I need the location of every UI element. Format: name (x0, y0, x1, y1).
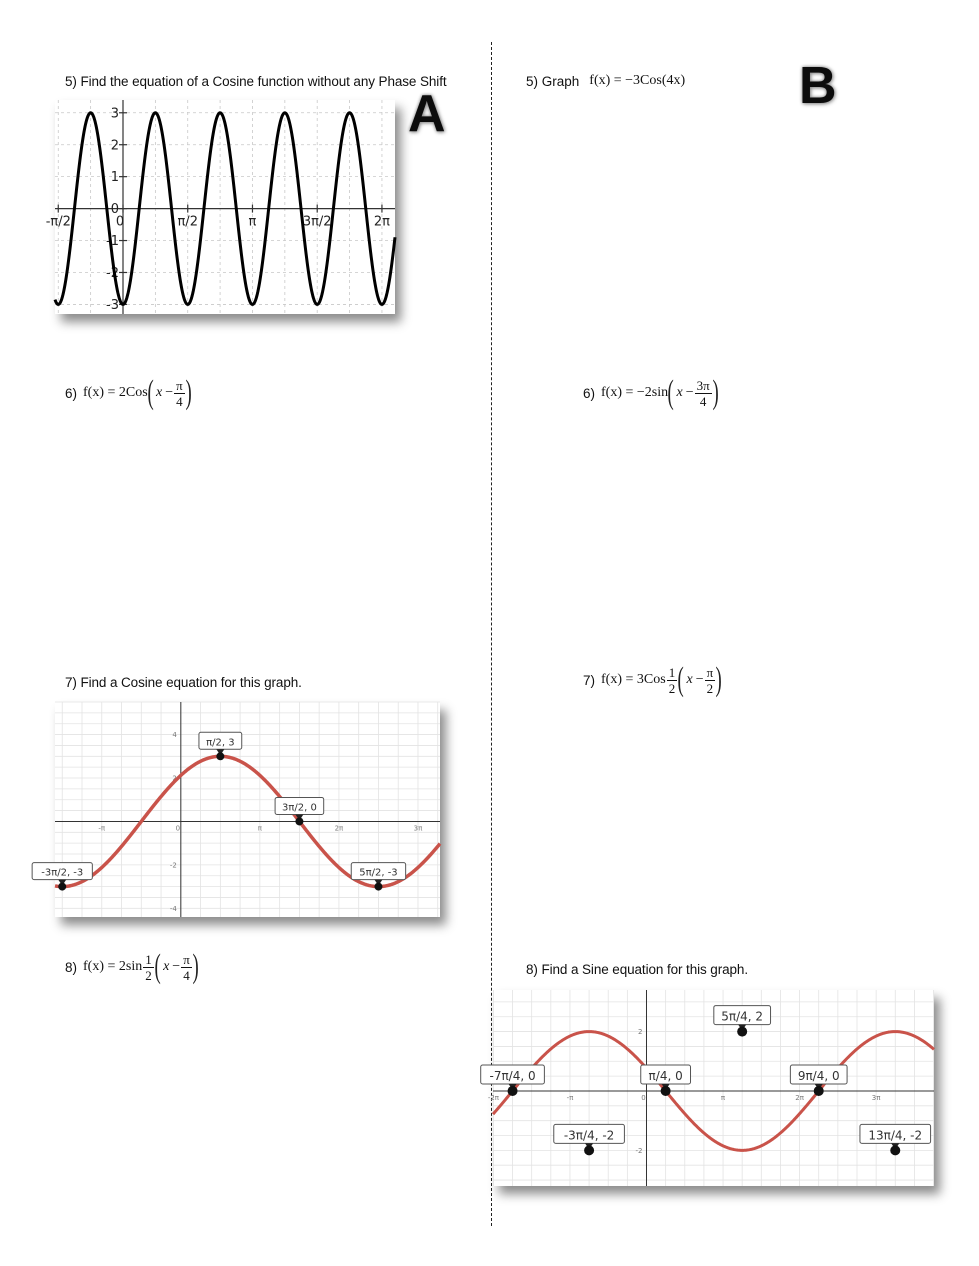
graph-cosine-a (45, 100, 395, 314)
column-divider (491, 42, 492, 1226)
point-label-text: -3π/2, -3 (41, 867, 84, 879)
point-marker (508, 1086, 518, 1096)
point-marker (584, 1145, 594, 1155)
y-tick-label: 4 (172, 731, 177, 740)
frac-num: π (183, 951, 190, 967)
graph-cosine-b-plot (41, 702, 440, 917)
frac-den: 4 (699, 393, 707, 409)
question-7-left: 7) Find a Cosine equation for this graph. (65, 675, 302, 690)
x-tick-label: π (720, 1093, 726, 1102)
y-tick-label: -1 (106, 234, 119, 250)
question-6-left-fraction (174, 379, 185, 408)
y-tick-label: -2 (169, 861, 177, 870)
point-marker (374, 883, 382, 891)
point-label-text: π/4, 0 (648, 1068, 683, 1083)
question-5-left: 5) Find the equation of a Cosine function without any Phase Shift (65, 74, 447, 89)
question-7-right-coef (667, 666, 678, 695)
question-6-left-num: 6) (65, 385, 78, 401)
point-marker (814, 1086, 824, 1096)
question-5-right (526, 73, 685, 89)
point-label-text: 9π/4, 0 (797, 1068, 840, 1083)
paren-open: ( (667, 374, 674, 411)
question-7-right-lhs: f(x) = 3Cos (601, 672, 666, 687)
minus-sign: − (695, 672, 704, 687)
point-label-text: 5π/2, -3 (359, 867, 398, 879)
paren-close: ) (185, 374, 192, 411)
x-tick-label: -π (566, 1093, 574, 1102)
y-tick-label: -2 (635, 1146, 643, 1155)
question-6-left-lhs: f(x) = 2Cos (83, 385, 148, 400)
x-tick-label: 2π (795, 1093, 804, 1102)
minus-sign: − (172, 959, 181, 974)
y-tick-label: 2 (110, 138, 119, 154)
point-marker (295, 817, 303, 825)
var-x: x (163, 959, 170, 974)
frac-num: π (176, 377, 183, 393)
x-tick-label: 0 (175, 824, 181, 833)
frac-num: π (706, 664, 714, 680)
paren-open: ( (154, 948, 161, 985)
y-tick-label: 0 (110, 202, 119, 218)
question-8-left-fraction (181, 953, 192, 982)
question-8-left (65, 950, 198, 984)
graph-cosine-a-plot (45, 100, 395, 314)
x-tick-label: 0 (641, 1093, 646, 1102)
paren-open: ( (147, 374, 154, 411)
frac-den: 2 (706, 680, 714, 696)
var-x: x (686, 672, 693, 687)
point-label-text: -3π/4, -2 (563, 1128, 615, 1143)
question-5-right-prefix: 5) Graph (526, 73, 580, 89)
x-tick-label: 0 (115, 214, 125, 230)
paren-close: ) (192, 948, 199, 985)
point-label-text: 3π/2, 0 (281, 802, 317, 814)
y-tick-label: -4 (169, 904, 177, 913)
point-marker (661, 1086, 671, 1096)
point-label-text: π/2, 3 (206, 737, 235, 749)
frac-num: 3π (696, 377, 710, 393)
x-tick-label: -π (98, 824, 106, 833)
y-tick-label: 1 (110, 170, 119, 186)
paren-open: ( (677, 661, 684, 698)
question-6-right-lhs: f(x) = −2sin (601, 385, 669, 400)
graph-sine-c-plot (487, 990, 934, 1186)
point-marker (216, 752, 224, 760)
section-label-a: A (408, 85, 446, 143)
question-8-left-num: 8) (65, 959, 78, 975)
x-tick-label: 3π/2 (302, 214, 332, 230)
frac-den: 4 (183, 967, 190, 983)
minus-sign: − (685, 385, 694, 400)
question-5-right-expr: f(x) = −3Cos(4x) (589, 73, 686, 88)
x-tick-label: 3π (413, 824, 423, 833)
point-label-text: 5π/4, 2 (721, 1009, 764, 1024)
paren-close: ) (715, 661, 722, 698)
x-tick-label: -2π (487, 1093, 500, 1102)
point-label-text: -7π/4, 0 (489, 1068, 536, 1083)
x-tick-label: π/2 (177, 214, 198, 230)
y-tick-label: 2 (172, 774, 177, 783)
coef-den: 2 (145, 967, 152, 983)
question-8-left-lhs: f(x) = 2sin (83, 959, 143, 974)
question-6-right-num: 6) (583, 385, 596, 401)
point-marker (737, 1027, 747, 1037)
y-tick-label: -2 (106, 266, 119, 282)
x-tick-label: π (248, 214, 257, 230)
coef-num: 1 (145, 951, 152, 967)
y-tick-label: 2 (638, 1028, 643, 1037)
question-7-right (583, 663, 722, 697)
point-marker (58, 883, 66, 891)
minus-sign: − (165, 385, 174, 400)
point-label-text: 13π/4, -2 (868, 1128, 923, 1143)
question-8-left-coef (143, 953, 154, 982)
var-x: x (676, 385, 683, 400)
question-8-right: 8) Find a Sine equation for this graph. (526, 962, 748, 977)
coef-den: 2 (668, 680, 676, 696)
y-tick-label: 3 (110, 106, 119, 122)
var-x: x (156, 385, 163, 400)
question-7-right-num: 7) (583, 672, 596, 688)
graph-cosine-b (41, 702, 440, 917)
x-tick-label: π (257, 824, 262, 833)
y-tick-label: -3 (106, 297, 119, 313)
graph-sine-c (487, 990, 934, 1186)
x-tick-label: 3π (871, 1093, 881, 1102)
x-tick-label: 2π (334, 824, 344, 833)
question-6-left (65, 376, 191, 410)
x-tick-label: 2π (373, 214, 390, 230)
question-7-right-fraction (705, 666, 716, 695)
coef-num: 1 (668, 664, 676, 680)
point-marker (890, 1145, 900, 1155)
paren-close: ) (712, 374, 719, 411)
question-6-right (583, 376, 718, 410)
section-label-b: B (799, 57, 837, 115)
frac-den: 4 (176, 393, 183, 409)
question-6-right-fraction (695, 379, 712, 408)
x-tick-label: -π/2 (45, 214, 71, 230)
